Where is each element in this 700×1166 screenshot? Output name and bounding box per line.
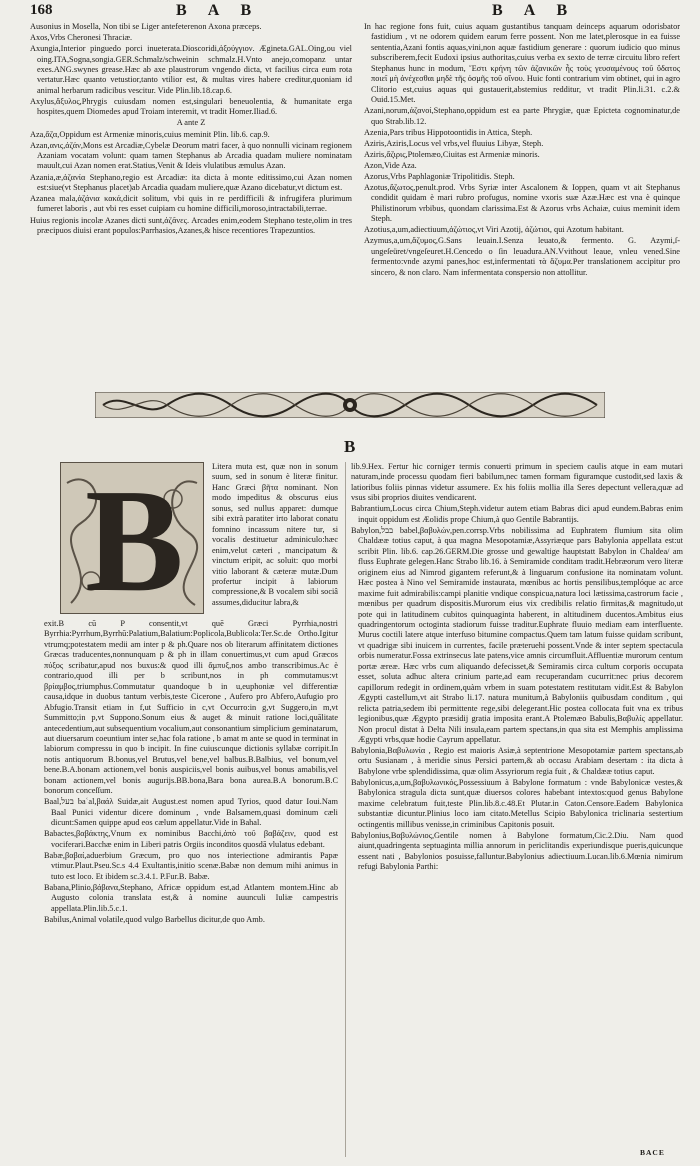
entry: Babylon,בבל babel,βαβυλών,pen.corrsp.Vrbs nobilissima ad Euphratem flumium sita olim Chaldææ totius caput, à qua magna Mesopotamiæ,Assyriæque pars Babylonia appellata est:ut scribit Plin. lib.6. cap.26.GERM.Die grosse und gewaltige hauptstatt Babylon in Chaldea/ am fluss Euphrate gelegen.Hanc Strabo lib.16. à Semiramide conditam tradit.Hebræorum vero literæ originem eius ad Nimrod gigantem referunt,& à linguarum confusione ita nominatam volunt. Hæc postea à Nino vel Semiramide instaurata, mœnibus ac hortis pensilibus,templóque ac arce maxime fuit admirabilis:campi planitie vndique conspicua,natura loci lætissima,castrorum facie , mœnibus per quadrum dispositis.Murorum eius vix credibilis relatio firmitas,& magnitudo,ut pote qui in latitudinem cubitos quinquaginta haberent, in altitudinem ducentos.Ambitus eius quadringentorum octoginta stadiorum fuisse traditur.Euphrate fluuio mediam eam interfluente. Murus coctili latere atque interfuso bitumine compactus.Quem tam latum fuisse quidam scribunt, vt quadrigæ sibi inuicem in currentes, facile præteruehi possent.Vnde & inter septem spectacula orbis numeratur.Fossa extrinsecus late patens,vice amnis circumfluit.Affluentiæ murorum centum portæ æreæ. Hæc vrbs cum aliquando defecisset,& Semiramis circa cultum corporis occupata esset, soluta adhuc altera crinium parte,ad eam recuperandam cucurrit:nec prius decorem capillorum redegit in ordinem,quàm vrbem in suam potestatem restitutam vidit.Est & Babylon Ægypti castellum,vt ait Strabo li.17. natura munitum,à Babyloniis quibusdam conditum , qui relicta patria,sedem ibi permittente rege,sibi delegerant.Hic postea collocata fuit vna ex tribus legionibus,quæ Ægypto præsidij gratia imposita erant.A Ptolemæo Babulis,Βαβυλίς appellatur. Non procul distat à Delta Nili insula,eam partem spectans,in qua sita est Memphis amplissima Ægypti vrbs,quæ hodie Cayrum appellatur. [351,525,683,744]
entry: Babæ,βαβαί,aduerbium Græcum, pro quo nos interiectione admirantis Papæ vtimur.Plaut.Pseu.Sc.s 4.4 Exultantis,initio scenæ.Babæ non demum mihi animus in tuto est loco. Et ibidem sc.3.4.1. P.Fur.B. Babæ. [44,850,338,881]
ornamental-band [95,392,605,418]
entry: Azotus,ἄζωτος,penult.prod. Vrbs Syriæ inter Ascalonem & Ioppen, quam vt ait Stephanus condidit quidam è mari rubro profugus, nomine vxoris suæ Azæ.Hæc est vna è quinque Philistinorum vrbibus, quondam clarissima.Est & Azorus vrbs Achaiæ, cuius meminit idem Steph. [364,182,680,224]
decorated-initial [60,459,204,623]
entry: Azani,norum,ἀζανοί,Stephano,oppidum est ea parte Phrygiæ, quæ Epicteta cognominatur,de quo Strab.lib.12. [364,106,680,126]
entry: Ausonius in Mosella, Non tibi se Liger antefeterenon Axona præceps. [30,22,262,31]
lower-right-column [351,462,683,1159]
entry: In hac regione fons fuit, cuius aquam gustantibus tanquam deinceps aquarum odorisbator fastidium , vt ne odorem quidem earum ferre possent. Non me latet,plerosque in ea fuisse sententia,Azani fontis aquas,vini,non aquæ fastidium generare : quorum iudicio quo minus subscriberem,fecit Eudoxi ipsius authoritas,cuius verba ex sexto de terræ circuitu libro refert Stephanus hunc in modum, Ἔστι κρήνη τῶν ἀζανικῶν ἧς τοὺς γευσαμένους τοῦ ὕδατος ποιεῖ μὴ ἀνέχεσθαι μηδὲ τῆς ὀσμῆς τοῦ οἴνου. Huic fonti contrarium vim obtinet, qui in agro Clitorio est,cuius aquas qui gustauerit,abstemius redditur, vt tradit Plin.li.31. c.2.& Ouid.15.Met. [364,22,680,105]
entry: Azenia,Pars tribus Hippotoontidis in Attica, Steph. [364,127,533,137]
entry: Baal,בעל baʿal,βαάλ Suidæ,ait August.est nomen apud Tyrios, quod datur Ioui.Nam Baal Punici videntur dicere dominum , vnde Balsamem,quasi dominum cæli dicunt:Samen quippe apud eos cælum appellatur.Vide in Bahal. [44,797,338,828]
entry: Azon,Vide Aza. [364,160,417,170]
entry: Babactes,βαβάκτης,Vnum ex nominibus Bacchi,ἀπὸ τοῦ βαβάζειν, quod est vociferari.Bacchæ enim in Liberi patris Orgiis inconditos quosdā vlulatus edebant. [44,829,338,849]
page-number: 168 [30,2,53,18]
entry: Babana,Plinio,βάβανα,Stephano, Africæ oppidum est,ad Atlantem montem.Hinc ab Augusto colonia translata est,& à nomine auunculi Iuliæ campestris appellata.Plin.lib.5.c.1. [44,882,338,913]
entry: Aza,ἄζα,Oppidum est Armeniæ minoris,cuius meminit Plin. lib.6. cap.9. [30,129,270,139]
upper-left-column [30,22,352,388]
b-intro-beside-initial [212,462,338,618]
lower-left-column [44,619,338,1144]
entry: Azotius,a,um,adiectiuum,ἀζώτιος,vt Viri Azotij, ἀζώτιοι, qui Azotum habitant. [364,225,624,235]
entry: Axos,Vrbs Cheronesi Thraciæ. [30,33,133,43]
column-rule [345,462,346,1157]
entry-continued: lib.9.Hex. Fertur hic cornigeт termis conuerti primum in speciem caulis atque in eam mutari naturam,inde processu quodam fieri babilum,nec tamen formam figuramque custodit,sed laxis & latioribus foliis pinnas videtur assumere. Ex his foliis mollia illa Seres depectunt vellera,quæ ad vsus sibi proprios diuites vendicarent. [351,462,683,503]
entry: Axungia,Interior pinguedo porci inueterata.Dioscoridi,ἀξούγγιον. Ægineta.GAL.Oing,ou viel oing.ITA,Sogna,songia.GER.Schmalz/schweinin schmalz.H.Vnto anejo,comopanz untar exes.ANG.swynes grease.Hæc ab axe plaustrorum vngendo dicta, vt facilius circa eum rota vertatur.Hæc quanto vetustior,tanto vtilior est, & multas vires habere creditur,quoniam id animal herbarum radicibus vescitur. Vide Plin.lib.18.cap.6. [30,44,352,95]
entry: Azymus,a,um,ἄζυμος,G.Sans leuain.I.Senza leuato,& fermento. G. Azymi,ſ-ungeſeüret/vngeſeuret.H.Cencedo o ſin leuadura.AN.Vvithout leaue, vnleu vened.Sine fermento:vnde azymi panes,hoc est,infermentati τὰ ἄζυμα.Per translationem accipitur pro sincero, & non claro. Nam infermentata conspersio non attollitur. [364,236,680,277]
entry: Babilus,Animal volatile,quod vulgo Barbellus dicitur,de quo Amb. [44,914,265,924]
entry: Aziris,ἄζιρις,Ptolemæo,Ciuitas est Armeniæ minoris. [364,149,540,159]
catchword: BACE [640,1148,665,1157]
b-intro-text: Litera muta est, quæ non in sonum suum, sed in sonum è literæ finitur. Hanc Græci βῆτα nominant. Non modo impeditus & obscurus eius sonus, sed nullus apparet: dumque sibi extrà paratiter irto laborat conatu fomnino incassum nitere tur, si vocalis destituetur adminiculo:hæc enim,velut cæteri , mancipatum & vinctum eripit, ac soluit: quo morbi vitio laborant & cæteræ mutæ.Dum profertur incipit à labiorum compressione,& B vocalem sibi sociâ assumes,diducitur labra,& [212,462,338,607]
entry: Babylonia,Βαβυλωνία , Regio est maioris Asiæ,à septentrione Mesopotamiæ partem spectans,ab ortu Susianam , à meridie sinus Persici partem,& ab occasu Arabiam desertam : ita dicta à Babylone vrbe splendidissima, quæ olim Assyriorum regia fuit , & Chaldææ totius caput. [351,746,683,776]
entry: Aziris,Aziris,Locus vel vrbs,vel fluuius Libyæ, Steph. [364,138,544,148]
entry: Azanea mala,ἀζάνια κακά,dicit solitum, vbi quis in re perdifficili & infrugifera plurimum fumeret laboris , aut vbi res esset cuipiam cu homine difficili,moroso,intractabili,terrae. [30,194,352,214]
entry: Axylus,ἄξυλος,Phrygis cuiusdam nomen est,singulari beneuolentia, & humanitate erga hospites,quem Diomedes apud Troiam interemit, vt tradit Homer.Iliad.6. [30,96,352,117]
entry: Azan,ανις,ἀζάν,Mons est Arcadiæ,Cybelæ Deorum matri facer, à quo nonnulli vicinam regionem Azaniam vocatam volunt: quam tamen Stephanus ab Arcadia quadam muliere nominatam mauult,cui Azan nomen erat.Statius,Venit & Ideis vlulatibus æmulus Azan. [30,140,352,171]
entry: Babrantium,Locus circa Chium,Steph.videtur autem etiam Babras dici apud eundem.Babras enim inquit oppidum est Æolidis prope Chium,à quo Gentile Babrantijs. [351,504,683,524]
entry: Babylonius,Βαβυλώνιος,Gentile nomen à Babylone formatum,Cic.2.Diu. Nam quod aiunt,quadringenta septuaginta millia annorum in periclitandis experiundisque pueris,quicunque essent nati , Babylonios posuisse,falluntur.Babylonius adiectiuum.Lucan.lib.6.Mœnia nimirum refugi Babylonia Parthi: [351,830,683,872]
entry: Babylonicus,a,um,βαβυλωνικός,Possessiuum à Babylone formatum : vnde Babylonicæ vestes,& Babylonica stragula dicta sunt,quæ diuersos colores habebant intextos:quod genus Babylone maxime celebratum fuit,teste Plin.lib.8.c.48.Et Plutar.in Caton.Censore.Eadem Babylonica substantiæ dicuntur.Plinius loco iam citato.Metellus Scipio Babylonica triclinaria sestertium octingentis millibus venisse,in criminibus Capitonis posuit. [351,777,683,829]
entry: Azorus,Vrbs Paphlagoniæ Tripolitidis. Steph. [364,171,515,181]
subsection-heading: A ante Z [176,118,206,128]
running-head-left: B A B [176,2,261,19]
entry: Huius regionis incolæ Azanes dicti sunt,ἀζᾶνες. Arcades enim,eodem Stephano teste,olim in tres præcipuos diuisi erant populos:Parrhasios,Azanes,& hisce recentiores Trapezuntios. [30,215,352,235]
entry: Azania,æ,ἀζανία Stephano,regio est Arcadiæ: ita dicta à monte editissimo,cui Azan nomen est:siue(vt Stephanus placet)ab Arcadia quadam muliere,quæ Azano dicebatur,vt dictum est. [30,172,352,192]
running-head-right: B A B [492,2,577,19]
upper-right-column [364,22,680,378]
section-letter-heading: B [344,437,356,456]
initial-letter: B [85,459,184,623]
b-intro-continued: exit.B cū P consentit,vt quē Græci Pyrrhia,nostri Byrrhia:Pyrrhum,Byrrhū:Palatium,Balatium:Poplicola,Bublicola:Ter.Sc.de Ortho.Igitur vtrumq;potestatem medii am inter p & ph.Quare nos ob literarum affinitatem dictiones Græcas traducentes,nonnunquam p & ph in illam conuertimus,vt cum apud Græcos πύξος scribatur,apud nos buxus:& quod illi ἄμπυξ,nos ambo transcribimus.Ac è contrario,quod illi per b scribunt,nos in ph commutamus:vt βρίαμβος,triumphus.Commutatur quandoque b in u,euphoniæ vel differentiæ causa,idque in duobus tantum verbis,teste Cicerone , Aufero pro Abfero,Aufugio pro Abfugio.Transit etiam in f,ut Sufficio in c,vt Occurro:in g,vt Suggero,in m,vt Summitto;in p,vt Suppono.Sonum eius & auget & minuit ratione loci,quālitate antecedentium,aut subsequentium vocalium,aut consonantium simplicium geminatarum, aut diuersarum coeuntium inter se,hac fola ratione , b amat m ante se quod in terminat in labiorum compressu in quo b incipit. In fine cuiuscunque dictionis syllabæ corripit.In notis antiquorum B.bonus,vel Brutus,vel bene,vel balbus.B.Balbius, vel bonum,vel bene.B.A.bonam actionem,vel bonis auspiciis,vel bonis auibus,vel bonus amabilis,vel bonam actionem,vel bonis augurijs.BB.bona,Bara bona aurea.B.A bonorum.B.C bonorum conceſſum. [44,619,338,796]
